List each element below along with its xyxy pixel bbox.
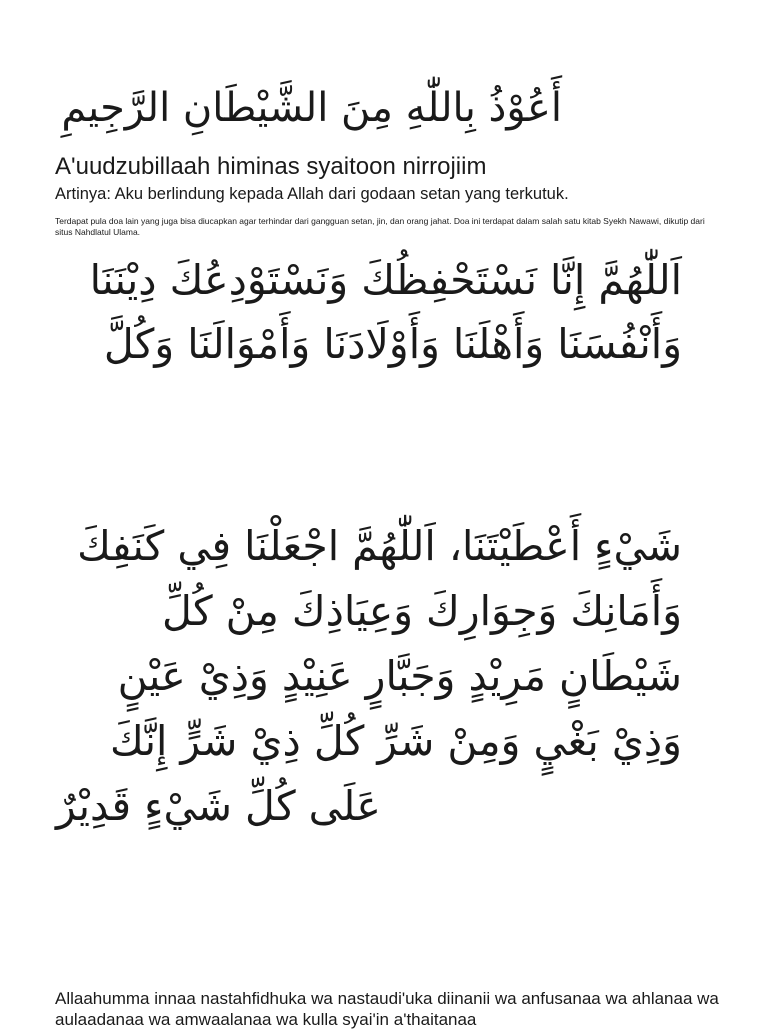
taawwudz-arabic: أَعُوْذُ بِاللّٰهِ مِنَ الشَّيْطَانِ الرَّجِيمِ bbox=[61, 85, 562, 131]
doa-arabic-line: اَللّٰهُمَّ إِنَّا نَسْتَحْفِظُكَ وَنَسْتَوْدِعُكَ دِيْنَنَا bbox=[89, 256, 682, 304]
doa-arabic-line: شَيْءٍ أَعْطَيْتَنَا، اَللّٰهُمَّ اجْعَلْنَا فِي كَنَفِكَ bbox=[77, 522, 682, 570]
taawwudz-meaning: Artinya: Aku berlindung kepada Allah dari godaan setan yang terkutuk. bbox=[55, 185, 569, 203]
doa-arabic-block-2 bbox=[56, 514, 682, 839]
doa-arabic-line: وَأَمَانِكَ وَجِوَارِكَ وَعِيَاذِكَ مِنْ كُلِّ bbox=[162, 587, 682, 635]
taawwudz-transliteration: A'uudzubillaah himinas syaitoon nirrojiim bbox=[55, 153, 487, 180]
doa-transliteration: Allaahumma innaa nastahfidhuka wa nastaudi'uka diinanii wa anfusanaa wa ahlanaa wa aulaadanaa wa amwaalanaa wa kulla syai'in a'thaitanaa bbox=[55, 989, 719, 1029]
doa-arabic-line: وَذِيْ بَغْيٍ وَمِنْ شَرِّ كُلِّ ذِيْ شَرٍّ إِنَّكَ bbox=[110, 717, 682, 765]
doa-arabic-line: شَيْطَانٍ مَرِيْدٍ وَجَبَّارٍ عَنِيْدٍ وَذِيْ عَيْنٍ bbox=[117, 652, 682, 700]
intro-note: Terdapat pula doa lain yang juga bisa diucapkan agar terhindar dari gangguan setan, jin, dan orang jahat. Doa ini terdapat dalam salah satu kitab Syekh Nawawi, dikutip dari situs Nahdlatul Ulama. bbox=[55, 216, 705, 237]
doa-arabic-line: وَأَنْفُسَنَا وَأَهْلَنَا وَأَوْلَادَنَا وَأَمْوَالَنَا وَكُلَّ bbox=[103, 320, 682, 368]
doa-arabic-block-1 bbox=[56, 248, 682, 376]
doa-arabic-line: عَلَى كُلِّ شَيْءٍ قَدِيْرٌ bbox=[56, 782, 381, 830]
